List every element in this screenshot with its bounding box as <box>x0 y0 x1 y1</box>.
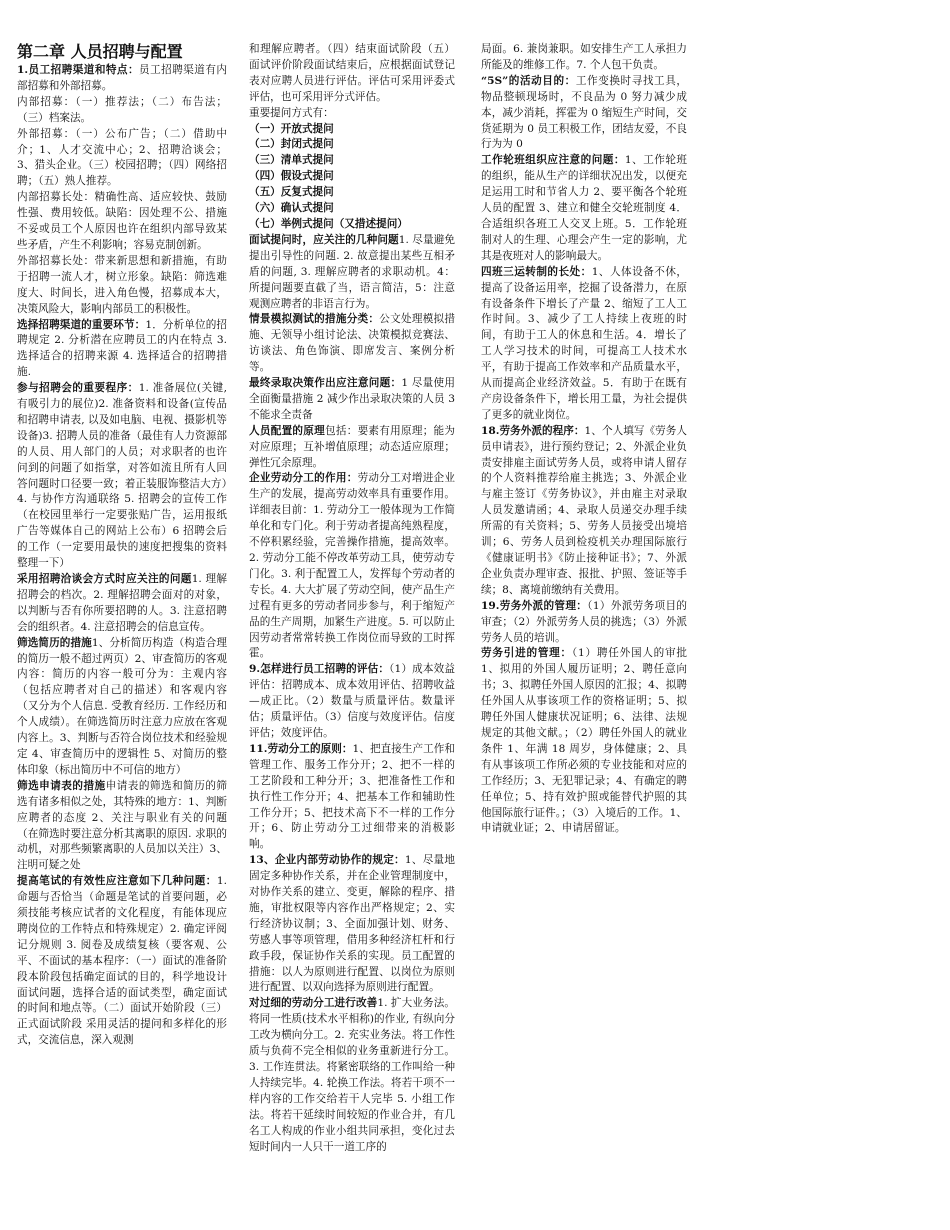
paragraph <box>249 471 455 662</box>
paragraph <box>249 742 455 853</box>
column-middle-blocks <box>249 42 455 122</box>
paragraph <box>249 312 455 376</box>
paragraph <box>17 190 227 254</box>
paragraph <box>249 42 455 106</box>
paragraph-text: 1 尽量使用全面衡量措施 2 减少作出录取决策的人员 3 不能求全责备 <box>249 377 455 421</box>
column-left-blocks <box>17 63 227 1049</box>
paragraph <box>17 318 227 382</box>
paragraph-heading: 情景模拟测试的措施分类： <box>249 313 380 326</box>
paragraph <box>481 42 687 74</box>
paragraph <box>249 853 455 996</box>
paragraph <box>249 996 455 1155</box>
question-type-item: （一）开放式提问 <box>249 122 334 135</box>
question-type-item: （五）反复式提问 <box>249 186 334 199</box>
paragraph-heading: 企业劳动分工的作用： <box>249 472 358 485</box>
paragraph-heading: 劳务引进的管理： <box>481 647 572 660</box>
question-type-list <box>249 122 455 233</box>
paragraph <box>249 424 455 472</box>
paragraph-text: 员工招聘渠道有内部招募和外部招募。 <box>17 64 228 92</box>
paragraph-text: （1）外派劳务项目的审查；（2）外派劳务人员的挑选；（3）外派劳务人员的培训。 <box>481 599 687 644</box>
paragraph-text: 重要提问方式有： <box>249 106 334 119</box>
paragraph-heading: 11.劳动分工的原则： <box>249 742 353 755</box>
paragraph-text: 和理解应聘者。（四）结束面试阶段（五）面试评价阶段面试结束后，应根据面试登记表对应聘人员进行评估。评估可采用评委式评估，也可采用评分式评估。 <box>249 43 455 103</box>
question-type-item: （三）清单式提问 <box>249 154 334 167</box>
paragraph-text: 1、把直接生产工作和管理工作、服务工作分开；2、把不一样的工艺阶段和工种分开；3、把准备性工作和执行性工作分开；4、把基本工作和辅助性工作分开；5、把技术高下不一样的工作分开；6、防止劳动分工过细带来的消极影响。 <box>249 742 455 851</box>
column-right <box>481 0 687 837</box>
paragraph-text: 局面。6. 兼岗兼职。如安排生产工人承担力所能及的维修工作。7. 个人包干负责。 <box>481 43 687 71</box>
paragraph-heading: 1.员工招聘渠道和特点： <box>17 64 140 76</box>
paragraph-text: 劳动分工对增进企业生产的发展，提高劳动效率具有重要作用。详细表目前：1. 劳动分工一般体现为工作简单化和专门化。利于劳动者提高纯熟程度，不停积累经验，完善操作措施，提高效率。2. 劳动分工能不停改革劳动工具，使劳动专门化。3. 利于配置工人，发挥每个劳动者的专长。4. 大大扩展了劳动空间，使产品生产过程有更多的劳动者同步参与，利于缩短产品的生产周期，加紧生产进度。5. 可以防止因劳动者常常转换工作岗位而导致的工时挥霍。 <box>249 472 456 660</box>
paragraph-text: 1. 扩大业务法。将同一性质(技术水平相称)的作业, 有纵向分工改为横向分工。2. 充实业务法。将工作性质与负荷不完全相似的业务重新进行分工。3. 工作连贯法。将紧密联络的工作叫给一种人持续完毕。4. 轮换工作法。将若干项不一样内容的工作交给若干人完毕 5. 小组工作法。将若干延续时间较短的作业合并，有几名工人构成的作业小组共同承担，变化过去短时间内一人只干一道工序的 <box>249 997 455 1153</box>
chapter-title: 第二章 人员招聘与配置 <box>17 42 183 61</box>
paragraph-text: 1、个人填写《劳务人员申请表》，进行预约登记；2、外派企业负责安排雇主面试劳务人员，或将申请人留存的个人资料推荐给雇主挑选；3、外派企业与雇主签订《劳务协议》，并由雇主对录取人员发邀请函；4、录取人员递交办理手续所需的有关资料；5、劳务人员接受出境培训；6、劳务人员到检疫机关办理国际旅行《健康证明书》《防止接种证书》；7、外派企业负责办理审查、报批、护照、签证等手续；8、离境前缴纳有关费用。 <box>481 424 687 596</box>
question-type-item: （七）举例式提问（又措述提问） <box>249 217 408 230</box>
paragraph-heading: 工作轮班组织应注意的问题： <box>481 154 625 167</box>
paragraph-heading: 19.劳务外派的管理： <box>481 599 588 612</box>
paragraph-text: 1、工作轮班的组织，能从生产的详细状况出发，以便充足运用工时和节省人力 2、要平衡各个轮班人员的配置 3、建立和健全交轮班制度 4．合适组织各班工人交叉上班。5．工作轮班制对人的生理、心理会产生一定的影响，尤其是夜班对人的影响最大。 <box>481 154 687 262</box>
paragraph <box>249 376 455 424</box>
column-right-blocks <box>481 42 687 837</box>
paragraph <box>17 572 227 636</box>
paragraph-heading: 选择招聘渠道的重要环节： <box>17 318 146 331</box>
question-type-item: （六）确认式提问 <box>249 202 334 215</box>
paragraph <box>17 95 227 127</box>
paragraph-text: 1、人体设备不休，提高了设备运用率，挖掘了设备潜力，在原有设备条件下增长了产量 2、缩短了工人工作时间。3、减少了工人持续上夜班的时间，有助于工人的休息和生活。4．增长了工人学习技术的时间，可提高工人技术水平，有助于提高工作效率和产品质量水平，从而提高企业经济效益。5．有助于在既有产房设备条件下，增长用工量，为社会提供了更多的就业岗位。 <box>481 265 687 421</box>
paragraph-text: 公文处理模拟措施、无领导小组讨论法、决策模拟竞赛法、访谈法、角色饰演、即席发言、案例分析等。 <box>249 313 456 374</box>
paragraph-heading: 人员配置的原理 <box>249 424 325 437</box>
paragraph-heading: 筛选申请表的措施 <box>17 779 106 792</box>
paragraph-heading: 18.劳务外派的程序： <box>481 424 585 437</box>
paragraph-heading: 筛选简历的措施 <box>17 636 92 649</box>
paragraph-text: 1. 准备展位(关键, 有吸引力的展位)2. 准备资料和设备(宣传品和招聘申请表, 以及如电脑、电视、摄影机等设备)3. 招聘人员的准备（最佳有人力资源部的人员、用人部门的人员；对求职者的也许问到的问题了如指掌，对答如流且所有人回答问题时口径要一致；着正装服饰整洁大方）4. 与协作方沟通联络 5. 招聘会的宣传工作（在校园里举行一定要张贴广告，运用报纸广告等媒体自己的网站上公布）6 招聘会后的工作（一定要用最快的速度把搜集的资料整理一下） <box>17 382 227 570</box>
paragraph <box>249 662 455 742</box>
paragraph <box>17 636 227 779</box>
paragraph-heading: 9.怎样进行员工招聘的评估： <box>249 663 390 676</box>
paragraph-heading: 采用招聘洽谈会方式时应关注的问题 <box>17 573 192 585</box>
column-left <box>17 0 227 1049</box>
paragraph <box>17 381 227 572</box>
paragraph <box>481 599 687 647</box>
paragraph-text: 1．分析单位的招聘规定 2. 分析潜在应聘员工的内在特点 3. 选择适合的招聘来源 4. 选择适合的招聘措施. <box>17 318 227 379</box>
paragraph-text: 1. 尽量避免提出引导性的问题. 2. 故意提出某些互相矛盾的问题, 3. 理解应聘者的求职动机。4：所提问题要直截了当，语言简洁，5：注意观测应聘者的非语言行为。 <box>249 233 455 310</box>
paragraph <box>249 233 455 313</box>
paragraph-text: 1. 命题与否恰当（命题是笔试的首要问题，必须技能考核应试者的文化程度，有能体现应聘岗位的工作特点和特殊规定）2. 确定评阅记分规则 3. 阅卷及成绩复核（要客观、公平、不面试的基本程序：（一）面试的准备阶段本阶段包括确定面试的目的，科学地设计面试问题，选择合适的面试类型，确定面试的时间和地点等。（二）面试开始阶段（三）正式面试阶段 采用灵活的提问和多样化的形式，交流信息，深入观测 <box>17 875 227 1047</box>
paragraph-heading: 面试提问时，应关注的几种问题 <box>249 233 399 246</box>
paragraph-heading: 对过细的劳动分工进行改善 <box>249 997 378 1010</box>
paragraph-heading: 四班三运转制的长处： <box>481 265 592 278</box>
column-middle <box>249 0 455 1155</box>
paragraph-text: 申请表的筛选和简历的筛选有诸多相似之处，其特殊的地方：1、判断应聘者的态度 2、关注与职业有关的问题（在筛选时要注意分析其离职的原因. 求职的动机，对那些频繁离职的人员加以关注）3、注明可疑之处 <box>17 779 227 872</box>
paragraph-text: 外部招募长处：带来新思想和新措施，有助于招聘一流人才，树立形象。缺陷：筛选难度大、时间长，进入角色慢，招募成本大，决策风险大，影响内部员工的积极性。 <box>17 254 227 315</box>
paragraph <box>17 254 227 318</box>
paragraph-text: 1. 理解招聘会的档次。2. 理解招聘会面对的对象，以判断与否有你所要招聘的人。3. 注意招聘会的组织者。4. 注意招聘会的信息宣传。 <box>17 573 227 633</box>
paragraph <box>17 63 227 95</box>
paragraph-text: 内部招募长处：精确性高、适应较快、鼓励性强、费用较低。缺陷：因处理不公、措施不妥或员工个人原因也许在组织内部导致某些矛盾，产生不利影响；容易克制创新。 <box>17 191 227 251</box>
column-middle-blocks-2 <box>249 233 455 1156</box>
paragraph <box>481 153 687 264</box>
paragraph-heading: 参与招聘会的重要程序： <box>17 382 139 395</box>
paragraph-heading: “5S”的活动目的： <box>481 74 576 87</box>
paragraph <box>481 424 687 599</box>
paragraph-text: 1、分析简历构造（构造合理的简历一般不超过两页）2、审查简历的客观内容：简历的内容一般可分为：主观内容（包括应聘者对自己的描述）和客观内容（又分为个人信息. 受教育经历. 工作经历和个人成绩）。在筛选简历时注意力应放在客观内容上。3、判断与否符合岗位技术和经验规定 4、审查简历中的逻辑性 5、对简历的整体印象（标出简历中不可信的地方） <box>17 636 227 776</box>
paragraph <box>17 874 227 1049</box>
paragraph-text: 外部招募：（一）公布广告；（二）借助中介；1、人才交流中心；2、招聘洽谈会；3、猎头企业。（三）校园招聘；（四）网络招聘；（五）熟人推荐。 <box>17 127 227 188</box>
paragraph-text: 内部招募：（一）推荐法；（二）布告法；（三）档案法。 <box>17 95 227 124</box>
paragraph-text: 工作变换时寻找工具，物品整顿现场时，不良品为 0 努力减少成本，减少消耗，挥霍为 0 缩短生产时间，交货延期为 0 员工积极工作，团结友爱，不良行为为 0 <box>481 74 688 151</box>
paragraph <box>481 74 687 154</box>
paragraph <box>17 779 227 874</box>
paragraph <box>249 106 455 122</box>
paragraph-heading: 最终录取决策作出应注意问题： <box>249 377 402 390</box>
paragraph <box>481 646 687 837</box>
question-type-item: （四）假设式提问 <box>249 170 334 183</box>
paragraph <box>481 265 687 424</box>
paragraph-text: 包括：要素有用原理；能为对应原理；互补增值原理；动态适应原理；弹性冗余原理。 <box>249 424 456 469</box>
paragraph-heading: 13、企业内部劳动协作的规定： <box>249 854 405 867</box>
question-type-item: （二）封闭式提问 <box>249 138 334 151</box>
paragraph-text: 1、尽量地固定多种协作关系，并在企业管理制度中，对协作关系的建立、变更，解除的程序、措施，审批权限等内容作出严格规定；2、实行经济协议制；3、全面加强计划、财务、劳感人事等项管理，借用多种经济杠杆和行政手段，保证协作关系的实现。员工配置的措施：以人为原则进行配置、以岗位为原则进行配置、以双向选择为原则进行配置。 <box>249 854 455 994</box>
paragraph-heading: 提高笔试的有效性应注意如下几种问题： <box>17 875 217 888</box>
paragraph <box>17 127 227 191</box>
paragraph-text: （1）成本效益评估：招聘成本、成本效用评估、招聘收益—成正比。（2）数量与质量评估。数量评估；质量评估。（3）信度与效度评估。信度评估；效度评估。 <box>249 663 455 739</box>
paragraph-text: （1）聘任外国人的审批 1、拟用的外国人履历证明；2、聘任意向书；3、拟聘任外国人原因的汇报；4、拟聘任外国人从事该项工作的资格证明；5、拟聘任外国人健康状况证明；6、法律、法规规定的其他文献。；（2）聘任外国人的就业条件 1、年满 18 周岁，身体健康；2、具有从事该项工作所必须的专业技能和对应的工作经历；3、无犯罪记录；4、有确定的聘任单位；5、持有效护照或能替代护照的其他国际旅行证件。；（3）入境后的工作。1、申请就业证；2、申请居留证。 <box>481 647 687 835</box>
